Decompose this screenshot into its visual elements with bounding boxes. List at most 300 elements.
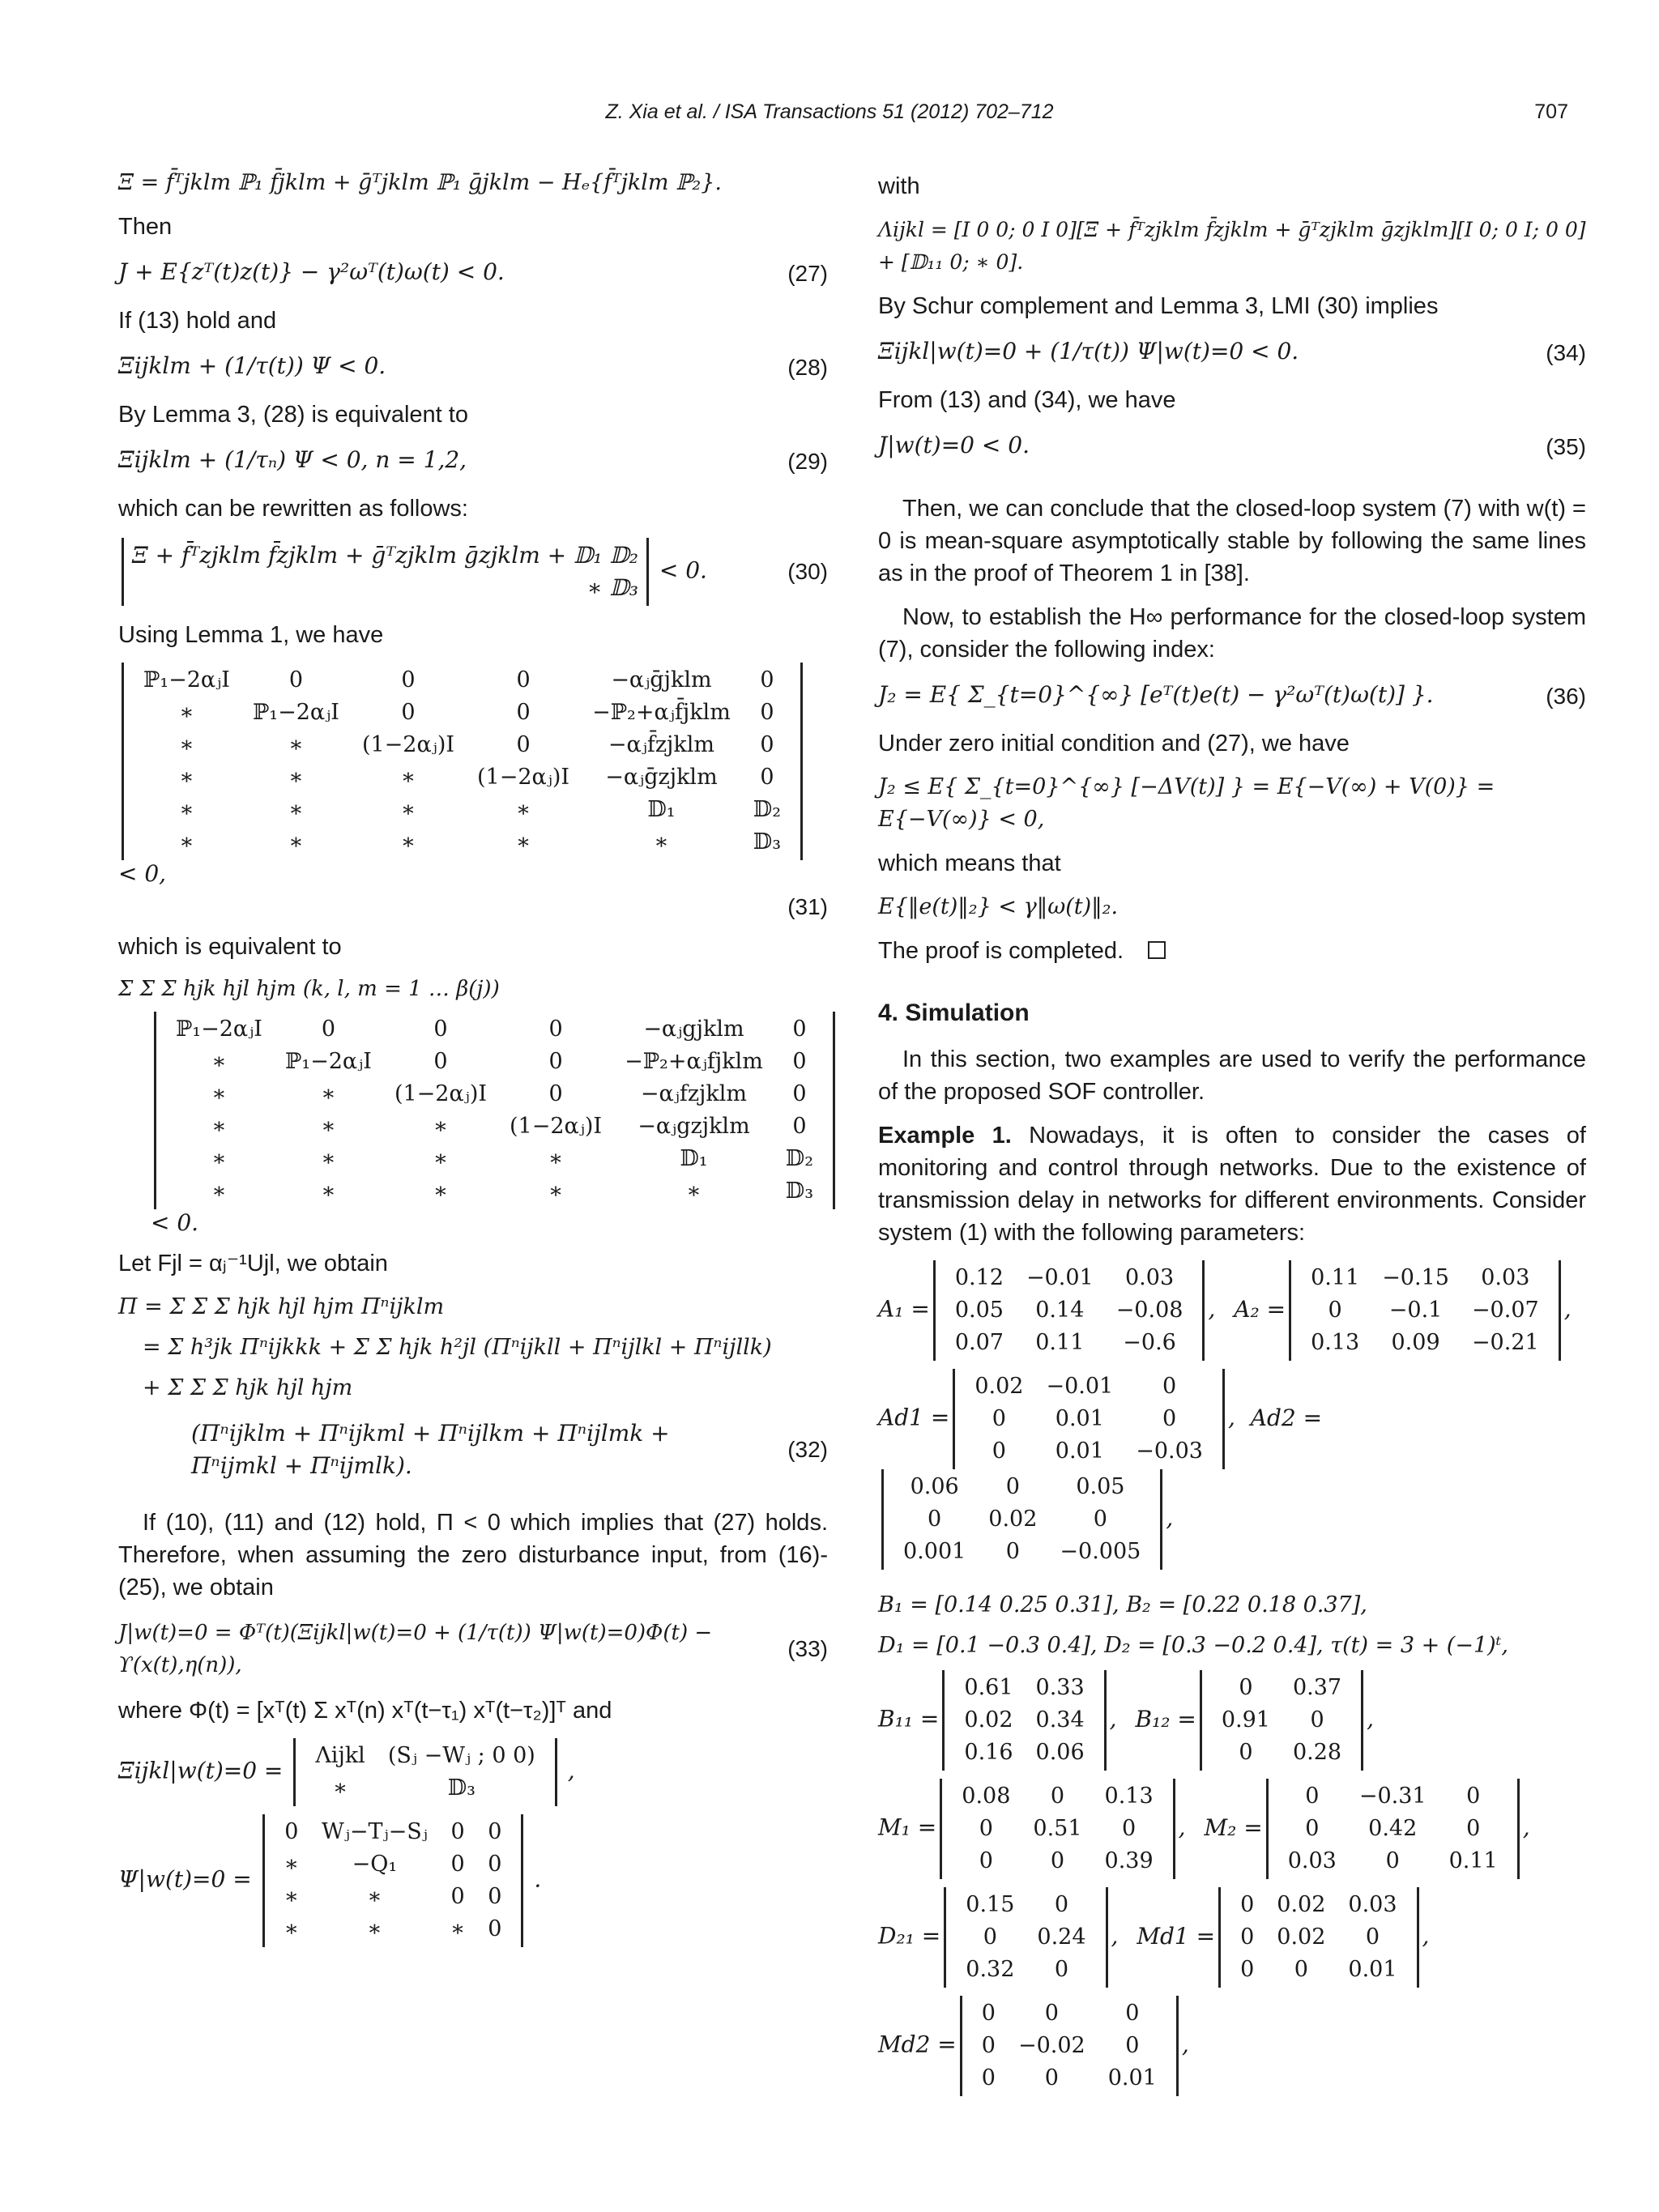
- matrix-row: [1210, 1672, 1353, 1704]
- matrix-row: [953, 1737, 1095, 1769]
- matrix-cell: 0: [433, 1049, 448, 1074]
- matrix-row: [132, 729, 792, 761]
- matrix-cell: 0: [516, 700, 531, 725]
- matrix-cell: ∗: [211, 1114, 227, 1139]
- matrix-cell: 0: [516, 667, 531, 693]
- example-1: Example 1. Nowadays, it is often to consider the cases of monitoring and control through networks. Due to the existence of transmission delay in networks for different environments. Consider system (1) with the following parameters:: [878, 1123, 1586, 1246]
- matrix-Md1: [1229, 1889, 1408, 1986]
- matrix-cell: −0.005: [1060, 1539, 1141, 1564]
- matrix-cell: 0: [760, 667, 774, 693]
- matrix-cell: 0: [1162, 1406, 1177, 1431]
- matrix-cell: 0.61: [964, 1675, 1013, 1700]
- matrix-cell: 0: [1125, 2001, 1140, 2026]
- matrix-cell: 0.08: [962, 1784, 1011, 1809]
- matrix-cell: 0: [488, 1884, 502, 1909]
- matrix-cell: ∗: [400, 797, 416, 822]
- with-text: with: [878, 173, 920, 199]
- norm-inequality: E{‖e(t)‖₂} < γ‖ω(t)‖₂.: [878, 894, 1119, 919]
- matrix-cell: 0.01: [1348, 1957, 1397, 1982]
- matrix-cell: 0.07: [954, 1330, 1004, 1355]
- matrix-cell: 0.02: [1277, 1924, 1326, 1950]
- matrix-row: [132, 664, 792, 697]
- matrix-cell: (1−2αⱼ)I: [477, 765, 570, 790]
- matrix-cell: ∗: [211, 1146, 227, 1171]
- matrix-cell: 0.11: [1448, 1848, 1498, 1873]
- matrix-cell: Wⱼ−Tⱼ−Sⱼ: [321, 1819, 428, 1844]
- matrix-row: [164, 1175, 825, 1208]
- matrix-cell: 0: [450, 1819, 465, 1844]
- page-number: 707: [1534, 100, 1568, 123]
- matrix-cell: −ℙ₂+αⱼf̄jklm: [592, 700, 731, 725]
- matrix-cell: ∗: [211, 1081, 227, 1106]
- matrix-cell: 0.01: [1055, 1438, 1104, 1464]
- matrix-cell: ∗: [548, 1178, 564, 1204]
- matrix-row: [164, 1046, 825, 1078]
- matrix-row: [132, 826, 792, 859]
- matrix-cell: ∗: [179, 732, 194, 757]
- matrix-cell: ∗: [321, 1146, 336, 1171]
- matrix-cell: 0: [792, 1049, 807, 1074]
- matrix-cell: 0: [983, 1924, 997, 1950]
- matrix-row: [1277, 1780, 1509, 1813]
- equation-34: Ξijkl|w(t)=0 + (1/τ(t)) Ψ|w(t)=0 < 0. (34): [878, 338, 1586, 365]
- matrix-row: [963, 1370, 1214, 1403]
- matrix-cell: 0: [1044, 2065, 1059, 2091]
- matrix-equiv-table: [164, 1013, 825, 1208]
- matrix-A1: [944, 1262, 1195, 1359]
- matrix-cell: ∗: [288, 829, 304, 855]
- matrix-cell: ∗: [515, 797, 531, 822]
- matrix-cell: 0.05: [1076, 1474, 1125, 1499]
- matrix-cell: 0: [981, 2033, 996, 2058]
- matrix-cell: 0.91: [1221, 1707, 1270, 1733]
- matrix-cell: ∗: [284, 1916, 299, 1941]
- matrix-cell: −0.21: [1471, 1330, 1539, 1355]
- matrix-cell: ∗: [332, 1775, 348, 1801]
- matrix-cell: ∗: [288, 765, 304, 790]
- matrix-row: [944, 1327, 1195, 1359]
- equation-33: J|w(t)=0 = Φᵀ(t)(Ξijkl|w(t)=0 + (1/τ(t)) Ψ|w(t)=0)Φ(t) − ϒ(x(t),η(n)), (33): [118, 1621, 828, 1677]
- matrix-cell: 0: [792, 1114, 807, 1139]
- matrix-cell: (Sⱼ −Wⱼ ; 0 0): [387, 1743, 535, 1768]
- matrix-30: Ξ + f̄ᵀzjklm f̄zjklm + ḡᵀzjklm ḡzjklm + 𝔻₁ 𝔻₂ ∗ 𝔻₃: [122, 538, 649, 606]
- matrix-cell: 0: [433, 1016, 448, 1042]
- matrix-cell: 0: [792, 1016, 807, 1042]
- matrix-cell: 0: [284, 1819, 299, 1844]
- equation-28: Ξijklm + (1/τ(t)) Ψ < 0. (28): [118, 352, 828, 380]
- matrix-D21: [954, 1889, 1097, 1986]
- matrix-cell: 0: [1239, 1740, 1253, 1765]
- matrix-M1: [950, 1780, 1164, 1877]
- matrix-cell: 0: [1466, 1784, 1481, 1809]
- matrix-row: [970, 2030, 1168, 2062]
- lambda-definition: Λijkl = [I 0 0; 0 I 0][Ξ + f̄ᵀzjklm f̄zjklm + ḡᵀzjklm ḡzjklm][I 0; 0 I; 0 0] + [𝔻₁₁ 0; ∗ 0].: [878, 218, 1586, 274]
- matrix-cell: −0.01: [1046, 1374, 1114, 1399]
- matrix-cell: ∗: [321, 1081, 336, 1106]
- matrix-cell: ∗: [450, 1916, 466, 1941]
- matrix-row: [954, 1889, 1097, 1921]
- matrix-cell: 0.02: [975, 1374, 1024, 1399]
- matrix-cell: ∗: [179, 829, 194, 855]
- matrix-cell: 0: [1044, 2001, 1059, 2026]
- matrix-cell: 0: [981, 2001, 996, 2026]
- matrix-row: [950, 1845, 1164, 1877]
- matrix-cell: ∗: [367, 1884, 382, 1909]
- matrix-row: [1277, 1813, 1509, 1845]
- matrix-row: [1210, 1737, 1353, 1769]
- ad-matrices: Ad1 = 0.02 −0.01 0 0 0.01 0 0 0.01 −0.03 , Ad2 = 0.06 0 0.05 0 0.02 0 0.001 0 −0.005 ,: [878, 1369, 1586, 1570]
- matrix-cell: −αⱼḡjklm: [611, 667, 712, 693]
- matrix-cell: Λijkl: [315, 1743, 365, 1768]
- matrix-cell: 0: [1240, 1957, 1255, 1982]
- matrix-cell: 0: [288, 667, 304, 693]
- matrix-Md2: [970, 1997, 1168, 2095]
- where-text: where Φ(t) = [xᵀ(t) Σ xᵀ(n) xᵀ(t−τ₁) xᵀ(t−τ₂)]ᵀ and: [118, 1698, 612, 1724]
- matrix-row: [164, 1013, 825, 1046]
- matrix-row: [1229, 1954, 1408, 1986]
- matrix-cell: 𝔻₃: [785, 1178, 814, 1204]
- paragraph-conclude: Then, we can conclude that the closed-loop system (7) with w(t) = 0 is mean-square asymptotically stable by following the same lines as in the proof of Theorem 1 in [38].: [878, 496, 1586, 586]
- matrix-cell: 𝔻₁: [680, 1146, 708, 1171]
- matrix-cell: 0.39: [1104, 1848, 1154, 1873]
- matrix-cell: 0: [488, 1916, 502, 1941]
- matrix-row: [1210, 1704, 1353, 1737]
- matrix-cell: ∗: [179, 797, 194, 822]
- matrix-row: [273, 1816, 514, 1848]
- matrix-cell: ∗: [284, 1884, 299, 1909]
- matrix-row: [892, 1536, 1152, 1568]
- matrix-cell: (1−2αⱼ)I: [510, 1114, 603, 1139]
- matrix-cell: ∗: [686, 1178, 702, 1204]
- matrix-row: [954, 1954, 1097, 1986]
- matrix-row: [132, 794, 792, 826]
- matrix-row: [944, 1262, 1195, 1294]
- matrix-cell: 0: [1294, 1957, 1308, 1982]
- equation-32: (Πⁿijklm + Πⁿijkml + Πⁿijlkm + Πⁿijlmk + Πⁿijmkl + Πⁿijmlk). (32): [191, 1420, 828, 1479]
- matrix-cell: 0.03: [1481, 1265, 1530, 1290]
- a-matrices: A₁ = 0.12 −0.01 0.03 0.05 0.14 −0.08 0.07 0.11 −0.6 , A₂ = 0.11 −0.15 0.03 0 −0.1 −0.07 0.13 0.09 −0.21 ,: [878, 1260, 1586, 1361]
- from-text: From (13) and (34), we have: [878, 387, 1176, 413]
- b-vectors: B₁ = [0.14 0.25 0.31], B₂ = [0.22 0.18 0.37],: [878, 1592, 1367, 1617]
- matrix-cell: ℙ₁−2αⱼI: [176, 1016, 262, 1042]
- matrix-cell: 0.24: [1037, 1924, 1086, 1950]
- matrix-cell: 0: [1121, 1816, 1137, 1841]
- matrix-row: [970, 1997, 1168, 2030]
- psi-w0-row: Ψ|w(t)=0 = 0 Wⱼ−Tⱼ−Sⱼ 0 0 ∗ −Q₁ 0 0 ∗ ∗ 0 0 ∗ ∗ ∗ 0 .: [118, 1814, 828, 1947]
- matrix-row: [132, 761, 792, 794]
- matrix-cell: 0.02: [964, 1707, 1013, 1733]
- means-text: which means that: [878, 850, 1061, 876]
- rewritten-text: which can be rewritten as follows:: [118, 496, 468, 522]
- matrix-cell: −αⱼfzjklm: [640, 1081, 748, 1106]
- matrix-cell: ∗: [211, 1178, 227, 1204]
- matrix-row: [970, 2062, 1168, 2095]
- matrix-cell: ∗: [433, 1146, 449, 1171]
- matrix-row: [1229, 1889, 1408, 1921]
- matrix-cell: 0: [1054, 1892, 1069, 1917]
- equation-35: J|w(t)=0 < 0. (35): [878, 432, 1586, 459]
- matrix-cell: 0: [488, 1852, 502, 1877]
- eq32-line2: = Σ h³jk Πⁿijkkk + Σ Σ hjk h²jl (Πⁿijkll + Πⁿijlkl + Πⁿijllk): [143, 1335, 772, 1360]
- matrix-cell: 0: [1050, 1784, 1065, 1809]
- equation-36: J₂ = E{ Σ_{t=0}^{∞} [eᵀ(t)e(t) − γ²ωᵀ(t)ω(t)] }. (36): [878, 681, 1586, 709]
- running-header: [0, 100, 1659, 130]
- matrix-cell: 0.37: [1292, 1675, 1342, 1700]
- eq32-line1: Π = Σ Σ Σ hjk hjl hjm Πⁿijklm: [118, 1294, 445, 1319]
- matrix-cell: −0.15: [1382, 1265, 1449, 1290]
- matrix-cell: 0: [760, 700, 774, 725]
- matrix-cell: −Q₁: [352, 1852, 398, 1877]
- matrix-row: [304, 1772, 547, 1805]
- equation-29: Ξijklm + (1/τₙ) Ψ < 0, n = 1,2, (29): [118, 446, 828, 474]
- equation-27: J + E{zᵀ(t)z(t)} − γ²ωᵀ(t)ω(t) < 0. (27): [118, 258, 828, 286]
- matrix-cell: 0: [760, 732, 774, 757]
- matrix-cell: 0: [992, 1406, 1006, 1431]
- running-title: Z. Xia et al. / ISA Transactions 51 (2012) 702–712: [605, 100, 1054, 123]
- matrix-Ad2: [892, 1471, 1152, 1568]
- matrix-row: [1299, 1327, 1550, 1359]
- matrix-row: [944, 1294, 1195, 1327]
- matrix-cell: (1−2αⱼ)I: [394, 1081, 488, 1106]
- matrix-cell: 0: [1239, 1675, 1253, 1700]
- qed-square-icon: [1148, 941, 1166, 959]
- matrix-cell: 0: [1054, 1957, 1069, 1982]
- simulation-paragraph: In this section, two examples are used to verify the performance of the proposed SOF controller.: [878, 1046, 1586, 1105]
- matrix-row: [1229, 1921, 1408, 1954]
- matrix-cell: 0: [928, 1507, 942, 1532]
- m-matrices: M₁ = 0.08 0 0.13 0 0.51 0 0 0 0.39 , M₂ = 0 −0.31 0 0 0.42 0 0.03 0 0.11 ,: [878, 1779, 1586, 1879]
- xi-w0-row: Ξijkl|w(t)=0 = Λijkl (Sⱼ −Wⱼ ; 0 0) ∗ 𝔻₃ ,: [118, 1738, 828, 1806]
- equation-31-number: (31): [787, 894, 828, 919]
- matrix-cell: ∗: [288, 797, 304, 822]
- matrix-31-row: ℙ₁−2αⱼI 0 0 0 −αⱼḡjklm 0 ∗ ℙ₁−2αⱼI 0 0 −ℙ₂+αⱼf̄jklm 0 ∗ ∗ (1−2αⱼ)I 0 −αⱼf̄zjklm 0 ∗ ∗ ∗ (1−2αⱼ)I −αⱼḡzjklm 0 ∗ ∗ ∗ ∗ 𝔻₁ 𝔻₂ ∗ ∗ ∗ ∗ ∗ 𝔻₃ < 0,: [118, 663, 828, 887]
- matrix-cell: ∗: [288, 732, 304, 757]
- matrix-cell: 0: [488, 1819, 502, 1844]
- matrix-cell: 0: [516, 732, 531, 757]
- matrix-cell: 0.03: [1348, 1892, 1397, 1917]
- matrix-cell: 0: [548, 1016, 563, 1042]
- matrix-equiv-row: ℙ₁−2αⱼI 0 0 0 −αⱼgjklm 0 ∗ ℙ₁−2αⱼI 0 0 −ℙ₂+αⱼfjklm 0 ∗ ∗ (1−2αⱼ)I 0 −αⱼfzjklm 0 ∗ ∗ ∗ (1−2αⱼ)I −αⱼgzjklm 0 ∗ ∗ ∗ ∗ 𝔻₁ 𝔻₂ ∗ ∗ ∗ ∗ ∗ 𝔻₃ < 0.: [151, 1012, 828, 1236]
- matrix-cell: 0.05: [954, 1298, 1004, 1323]
- matrix-cell: −0.01: [1026, 1265, 1094, 1290]
- let-text: Let Fjl = αⱼ⁻¹Ujl, we obtain: [118, 1251, 388, 1276]
- matrix-cell: −αⱼḡzjklm: [605, 765, 718, 790]
- matrix-cell: 0.01: [1055, 1406, 1104, 1431]
- matrix-cell: −αⱼgzjklm: [638, 1114, 750, 1139]
- matrix-cell: ℙ₁−2αⱼI: [252, 700, 339, 725]
- matrix-row: [1299, 1294, 1550, 1327]
- matrix-cell: 0: [450, 1884, 465, 1909]
- matrix-row: [273, 1848, 514, 1881]
- matrix-cell: 0: [979, 1848, 993, 1873]
- matrix-cell: ∗: [179, 700, 194, 725]
- matrix-row: [132, 697, 792, 729]
- matrix-cell: ∗: [179, 765, 194, 790]
- md2-matrix: Md2 = 0 0 0 0 −0.02 0 0 0 0.01 ,: [878, 1996, 1586, 2096]
- matrix-cell: 0: [450, 1852, 465, 1877]
- matrix-cell: (1−2αⱼ)I: [361, 732, 455, 757]
- matrix-row: [892, 1503, 1152, 1536]
- matrix-cell: 0: [1240, 1892, 1255, 1917]
- matrix-cell: 0.15: [966, 1892, 1015, 1917]
- right-column: [878, 159, 1586, 2104]
- matrix-cell: 0.34: [1035, 1707, 1085, 1733]
- matrix-row: [953, 1672, 1095, 1704]
- matrix-cell: 0: [321, 1016, 336, 1042]
- matrix-cell: 𝔻₂: [785, 1146, 814, 1171]
- matrix-cell: ℙ₁−2αⱼI: [284, 1049, 372, 1074]
- matrix-cell: 0.06: [1035, 1740, 1085, 1765]
- matrix-cell: 𝔻₃: [447, 1775, 476, 1801]
- equivalent-text: which is equivalent to: [118, 934, 342, 960]
- matrix-cell: ∗: [211, 1049, 227, 1074]
- matrix-cell: 0: [979, 1816, 993, 1841]
- matrix-cell: −0.03: [1136, 1438, 1203, 1464]
- matrix-cell: −ℙ₂+αⱼfjklm: [625, 1049, 763, 1074]
- matrix-B12: [1210, 1672, 1353, 1769]
- matrix-B11: [953, 1672, 1095, 1769]
- matrix-cell: 0.13: [1311, 1330, 1360, 1355]
- matrix-equiv: [154, 1012, 835, 1209]
- matrix-cell: 𝔻₃: [753, 829, 782, 855]
- matrix-cell: −αⱼgjklm: [643, 1016, 744, 1042]
- matrix-cell: 0.13: [1104, 1784, 1154, 1809]
- matrix-cell: 0.11: [1035, 1330, 1085, 1355]
- zero-initial-text: Under zero initial condition and (27), we have: [878, 731, 1350, 757]
- matrix-cell: −0.07: [1471, 1298, 1539, 1323]
- matrix-row: [1277, 1845, 1509, 1877]
- matrix-row: [892, 1471, 1152, 1503]
- matrix-31: [122, 663, 803, 860]
- then-text: Then: [118, 214, 173, 240]
- matrix-cell: ∗: [400, 829, 416, 855]
- matrix-cell: 0: [1466, 1816, 1481, 1841]
- matrix-cell: 0: [1005, 1474, 1020, 1499]
- matrix-cell: −0.08: [1115, 1298, 1183, 1323]
- matrix-cell: 0: [1050, 1848, 1065, 1873]
- matrix-cell: 0: [1310, 1707, 1324, 1733]
- matrix-row: [963, 1403, 1214, 1435]
- d21-md1-matrices: D₂₁ = 0.15 0 0 0.24 0.32 0 , Md1 = 0 0.02 0.03 0 0.02 0 0 0 0.01 ,: [878, 1887, 1586, 1988]
- matrix-row: [1299, 1262, 1550, 1294]
- matrix-cell: 0.03: [1287, 1848, 1337, 1873]
- matrix-cell: ∗: [284, 1852, 299, 1877]
- matrix-cell: 0: [1162, 1374, 1177, 1399]
- matrix-cell: 0: [401, 667, 416, 693]
- matrix-cell: 0.09: [1391, 1330, 1440, 1355]
- matrix-cell: ∗: [548, 1146, 564, 1171]
- if13-text: If (13) hold and: [118, 308, 277, 334]
- matrix-cell: 0: [548, 1081, 563, 1106]
- matrix-cell: 0: [1328, 1298, 1342, 1323]
- matrix-cell: 0.02: [1277, 1892, 1326, 1917]
- matrix-cell: 0: [1093, 1507, 1107, 1532]
- matrix-cell: −0.6: [1123, 1330, 1176, 1355]
- matrix-cell: 0: [1305, 1816, 1320, 1841]
- paragraph-zero-disturbance: If (10), (11) and (12) hold, Π < 0 which implies that (27) holds. Therefore, when assuming the zero disturbance input, from (16)-(25), we obtain: [118, 1510, 828, 1600]
- matrix-cell: ∗: [367, 1916, 382, 1941]
- matrix-cell: 0.02: [988, 1507, 1038, 1532]
- matrix-cell: 0.001: [903, 1539, 966, 1564]
- matrix-row: [950, 1813, 1164, 1845]
- matrix-cell: ∗: [400, 765, 416, 790]
- proof-completed: The proof is completed.: [878, 935, 1586, 967]
- matrix-cell: ∗: [321, 1114, 336, 1139]
- j2-inequality: J₂ ≤ E{ Σ_{t=0}^{∞} [−ΔV(t)] } = E{−V(∞) + V(0)} = E{−V(∞)} < 0,: [878, 774, 1495, 832]
- matrix-cell: ∗: [433, 1114, 449, 1139]
- matrix-cell: 0.32: [966, 1957, 1015, 1982]
- matrix-cell: 0.28: [1292, 1740, 1342, 1765]
- matrix-cell: 0: [981, 2065, 996, 2091]
- schur-text: By Schur complement and Lemma 3, LMI (30) implies: [878, 293, 1439, 319]
- matrix-cell: 0: [992, 1438, 1006, 1464]
- matrix-row: [954, 1921, 1097, 1954]
- xi-w0-matrix: [293, 1738, 557, 1806]
- triple-sum: Σ Σ Σ hjk hjl hjm (k, l, m = 1 … β(j)): [118, 977, 500, 1001]
- matrix-cell: 0: [1240, 1924, 1255, 1950]
- matrix-cell: 0.01: [1107, 2065, 1157, 2091]
- psi-w0-matrix: [262, 1814, 524, 1947]
- matrix-M2: [1277, 1780, 1509, 1877]
- matrix-cell: 0: [1005, 1539, 1020, 1564]
- matrix-cell: ∗: [321, 1178, 336, 1204]
- matrix-cell: −0.02: [1017, 2033, 1085, 2058]
- matrix-cell: ∗: [515, 829, 531, 855]
- matrix-cell: 0: [1125, 2033, 1140, 2058]
- matrix-row: [304, 1740, 547, 1772]
- lemma1-text: Using Lemma 1, we have: [118, 622, 384, 648]
- matrix-cell: ∗: [433, 1178, 449, 1204]
- matrix-cell: 0.51: [1033, 1816, 1082, 1841]
- matrix-cell: 0.03: [1125, 1265, 1175, 1290]
- matrix-cell: 0.11: [1311, 1265, 1360, 1290]
- matrix-cell: 0: [1385, 1848, 1400, 1873]
- matrix-cell: ℙ₁−2αⱼI: [143, 667, 230, 693]
- xi-definition: Ξ = f̄ᵀjklm ℙ₁ f̄jklm + ḡᵀjklm ℙ₁ ḡjklm − Hₑ{f̄ᵀjklm ℙ₂}.: [118, 170, 723, 195]
- lemma3-text: By Lemma 3, (28) is equivalent to: [118, 402, 468, 428]
- matrix-cell: −0.1: [1388, 1298, 1443, 1323]
- matrix-cell: 0: [1305, 1784, 1320, 1809]
- matrix-row: [963, 1435, 1214, 1468]
- paragraph-hinf: Now, to establish the H∞ performance for the closed-loop system (7), consider the following index:: [878, 604, 1586, 663]
- eq32-line3: + Σ Σ Σ hjk hjl hjm: [143, 1375, 353, 1400]
- matrix-cell: 0.42: [1368, 1816, 1418, 1841]
- matrix-cell: 0: [548, 1049, 563, 1074]
- matrix-cell: 0.16: [964, 1740, 1013, 1765]
- matrix-row: [164, 1143, 825, 1175]
- matrix-A2: [1299, 1262, 1550, 1359]
- matrix-cell: −0.31: [1358, 1784, 1427, 1809]
- d-vectors: D₁ = [0.1 −0.3 0.4], D₂ = [0.3 −0.2 0.4], τ(t) = 3 + (−1)ᵗ,: [878, 1633, 1508, 1658]
- left-column: [118, 159, 828, 1955]
- matrix-cell: 0.33: [1035, 1675, 1085, 1700]
- matrix-cell: 0.14: [1035, 1298, 1085, 1323]
- matrix-row: [164, 1078, 825, 1110]
- matrix-cell: 0: [792, 1081, 807, 1106]
- matrix-Ad1: [963, 1370, 1214, 1468]
- matrix-cell: ∗: [654, 829, 669, 855]
- matrix-cell: 0: [1365, 1924, 1380, 1950]
- matrix-cell: 0: [760, 765, 774, 790]
- matrix-cell: 0.12: [954, 1265, 1004, 1290]
- matrix-cell: −αⱼf̄zjklm: [608, 732, 715, 757]
- matrix-row: [273, 1913, 514, 1946]
- matrix-row: [953, 1704, 1095, 1737]
- matrix-row: [950, 1780, 1164, 1813]
- b1x-matrices: B₁₁ = 0.61 0.33 0.02 0.34 0.16 0.06 , B₁₂ = 0 0.37 0.91 0 0 0.28 ,: [878, 1670, 1586, 1771]
- matrix-row: [273, 1881, 514, 1913]
- matrix-cell: 𝔻₁: [647, 797, 676, 822]
